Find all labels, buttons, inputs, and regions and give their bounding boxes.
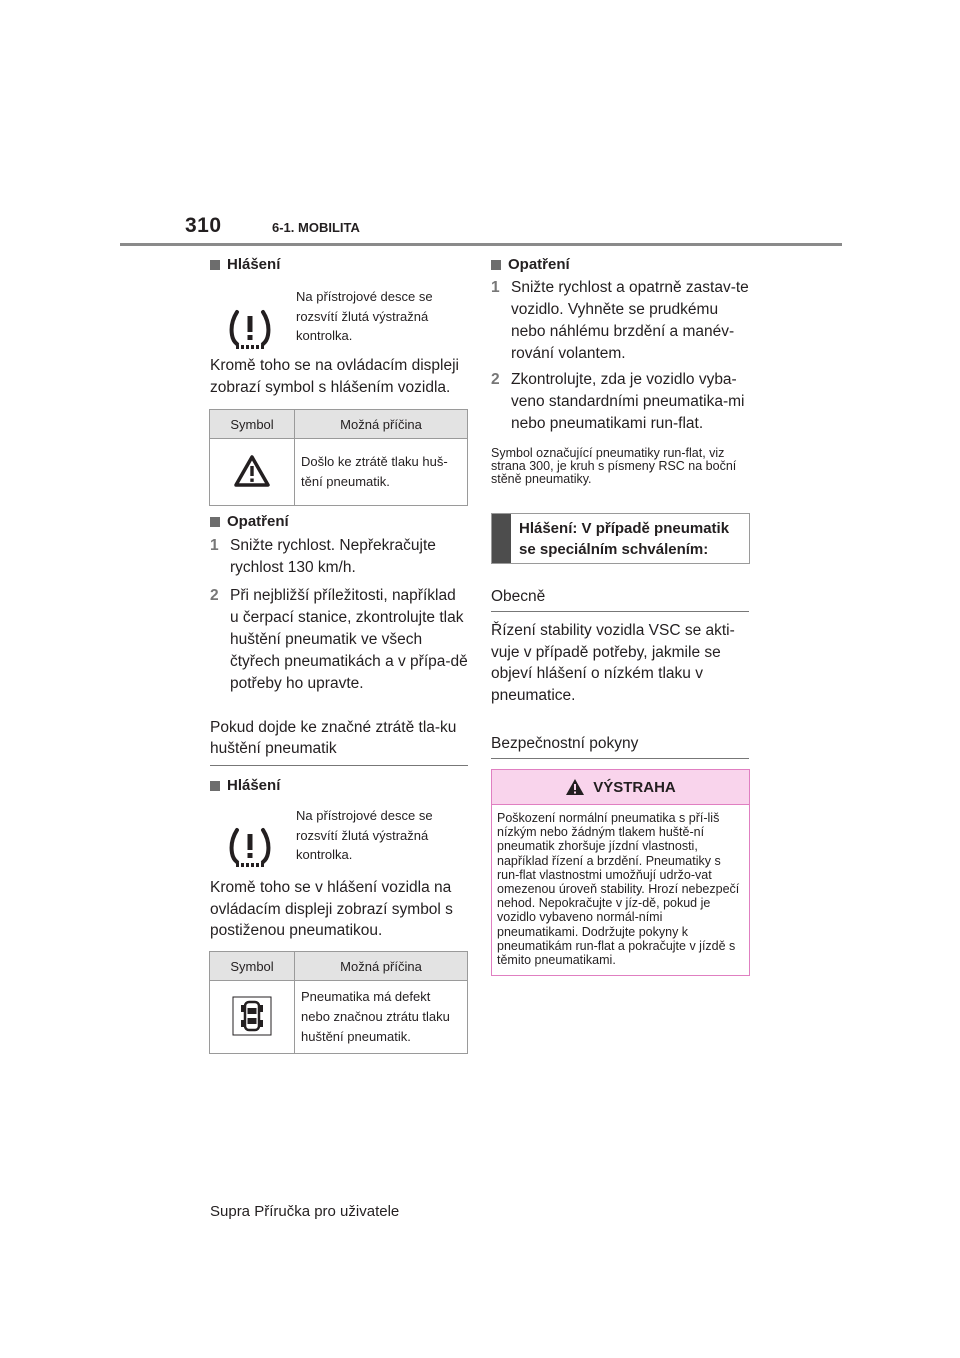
symbol-cell [210,439,295,506]
special-tyres-heading-box [491,513,750,564]
step-item: 2 Zkontrolujte, zda je vozidlo vyba-veno standardními pneumatika-mi nebo pneumatikami run-flat. [491,371,745,432]
cause-cell: Pneumatika má defekt nebo značnou ztrátu tlaku huštění pneumatik. [295,981,468,1054]
icon-description-2: Na přístrojové desce se rozsvítí žlutá výstražná kontrolka. [296,808,433,862]
symbol-table-1 [209,409,468,506]
warning-triangle-icon [233,476,271,491]
col-header-cause: Možná příčina [295,952,468,981]
cause-cell: Došlo ke ztrátě tlaku huš-tění pneumatik. [295,439,468,506]
col-header-symbol: Symbol [210,952,295,981]
heading-accent-bar [492,514,511,563]
square-bullet-icon [491,260,501,270]
square-bullet-icon [210,781,220,791]
paragraph-2: Kromě toho se v hlášení vozidla na ovládacím displeji zobrazí symbol s postiženou pneumatikou. [210,879,453,939]
col-header-cause: Možná příčina [295,410,468,439]
square-bullet-icon [210,260,220,270]
section-title: 6-1. MOBILITA [272,220,360,235]
heading-opatreni-1: Opatření [210,513,468,530]
step-item: 2 Při nejbližší příležitosti, například u čerpací stanice, zkontrolujte tlak huštění pneumatik ve všech čtyřech pneumatikách a v přípa-dě potřeby ho upravte. [210,587,468,692]
symbol-table-2 [209,951,468,1054]
warning-header [492,770,749,805]
square-bullet-icon [210,517,220,527]
step-item: 1 Snižte rychlost. Nepřekračujte rychlost 130 km/h. [210,537,436,576]
run-flat-note: Symbol označující pneumatiky run-flat, viz strana 300, je kruh s písmeny RSC na boční stěně pneumatiky. [491,446,737,486]
paragraph-1: Kromě toho se na ovládacím displeji zobrazí symbol s hlášením vozidla. [210,357,459,396]
symbol-cell [210,981,295,1054]
steps-list-1 [210,535,468,695]
warning-box [491,769,750,976]
special-tyres-heading: Hlášení: V případě pneumatik se speciálním schválením: [519,520,730,558]
icon-description-1: Na přístrojové desce se rozsvítí žlutá výstražná kontrolka. [296,289,433,343]
header-divider [120,243,842,246]
heading-opatreni-2: Opatření [491,256,749,273]
tpms-warning-icon [228,308,272,355]
warning-title: VÝSTRAHA [593,778,676,796]
general-title: Obecně [491,586,749,612]
step-item: 1 Snižte rychlost a opatrně zastav-te vozidlo. Vyhněte se prudkému nebo náhlému brzdění a manév-rování volantem. [491,279,749,362]
heading-hlaseni-1: Hlášení [210,256,468,273]
page-number: 310 [185,214,222,237]
footer-text: Supra Příručka pro uživatele [210,1203,400,1220]
warning-text: Poškození normální pneumatika s pří-liš nízkým nebo žádným tlakem huště-ní pneumatik zhoršuje jízdní vlastnosti, například řízení a brzdění. Pneumatiky s run-flat vlastnostmi umožňují udržo-vat omezenou úroveň stability. Hrozí nebezpečí nehod. Nepokračujte v jíz-dě, pokud je vozidlo vybaveno normál-ními pneumatikami. Dodržujte pokyny k pneumatikám run-flat a pokračujte v jízdě s těmito pneumatikami. [497,811,740,968]
safety-title: Bezpečnostní pokyny [491,733,749,759]
general-paragraph: Řízení stability vozidla VSC se akti-vuje v případě potřeby, jakmile se objeví hlášení o nízkém tlaku v pneumatice. [491,622,735,704]
col-header-symbol: Symbol [210,410,295,439]
warning-triangle-icon [565,778,585,796]
section-box-title: Pokud dojde ke značné ztrátě tla-ku huštění pneumatik [210,717,468,766]
tpms-warning-icon [228,826,272,873]
steps-list-2 [491,277,749,435]
car-tire-icon [232,1024,272,1039]
heading-hlaseni-2: Hlášení [210,777,468,794]
